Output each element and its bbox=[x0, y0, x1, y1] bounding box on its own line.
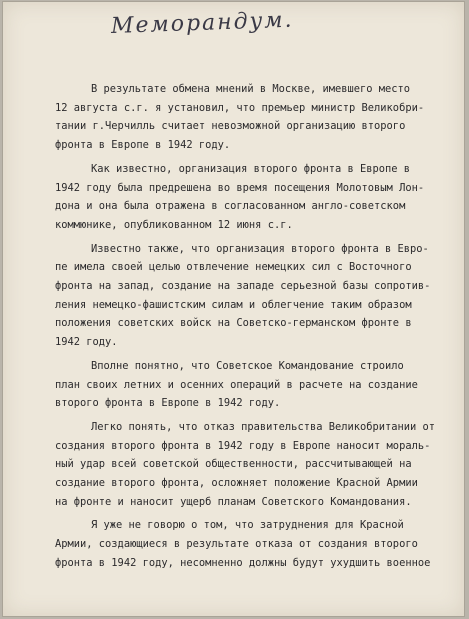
text-line: коммюнике, опубликованном 12 июня с.г. bbox=[55, 218, 293, 231]
paragraph bbox=[55, 80, 460, 155]
text-line: положения советских войск на Советско-германском фронте в bbox=[55, 317, 412, 330]
text-line: 12 августа с.г. я установил, что премьер министр Великобри- bbox=[55, 101, 425, 114]
text-line: фронта на запад, создание на западе серьезной базы сопротив- bbox=[55, 280, 431, 293]
text-line: 1942 году. bbox=[55, 336, 118, 349]
document-body bbox=[55, 80, 460, 578]
paragraph bbox=[55, 240, 460, 352]
text-line: Легко понять, что отказ правительства Великобритании от bbox=[91, 420, 436, 433]
text-line: создания второго фронта в 1942 году в Европе наносит мораль- bbox=[55, 439, 431, 452]
text-line: фронта в Европе в 1942 году. bbox=[55, 139, 231, 152]
text-line: ный удар всей советской общественности, рассчитывающей на bbox=[55, 458, 412, 471]
text-line: Как известно, организация второго фронта в Европе в bbox=[91, 162, 411, 175]
text-line: тании г.Черчилль считает невозможной организацию второго bbox=[55, 120, 406, 133]
text-line: второго фронта в Европе в 1942 году. bbox=[55, 397, 281, 410]
text-line: Я уже не говорю о том, что затруднения для Красной bbox=[91, 519, 404, 532]
text-line: дона и она была отражена в согласованном англо-советском bbox=[55, 200, 406, 213]
paragraph bbox=[55, 418, 460, 512]
text-line: создание второго фронта, осложняет положение Красной Армии bbox=[55, 477, 418, 490]
text-line: Армии, создающиеся в результате отказа от создания второго bbox=[55, 538, 418, 551]
document-page bbox=[3, 2, 464, 616]
paragraph bbox=[55, 160, 460, 235]
text-line: Вполне понятно, что Советское Командование строило bbox=[91, 359, 404, 372]
text-line: В результате обмена мнений в Москве, имевшего место bbox=[91, 83, 411, 95]
text-line: 1942 году была предрешена во время посещения Молотовым Лон- bbox=[55, 181, 425, 194]
paragraph bbox=[55, 516, 460, 572]
text-line: ления немецко-фашистским силам и облегчение таким образом bbox=[55, 298, 412, 311]
text-line: план своих летних и осенних операций в расчете на создание bbox=[55, 378, 418, 391]
text-line: пе имела своей целью отвлечение немецких сил с Восточного bbox=[55, 261, 412, 274]
memorandum-heading: Меморандум. bbox=[110, 7, 294, 39]
text-line: Известно также, что организация второго фронта в Евро- bbox=[91, 242, 429, 255]
paragraph bbox=[55, 357, 460, 413]
text-line: на фронте и наносит ущерб планам Советского Командования. bbox=[55, 495, 412, 508]
text-line: фронта в 1942 году, несомненно должны будут ухудшить военное bbox=[55, 556, 431, 569]
